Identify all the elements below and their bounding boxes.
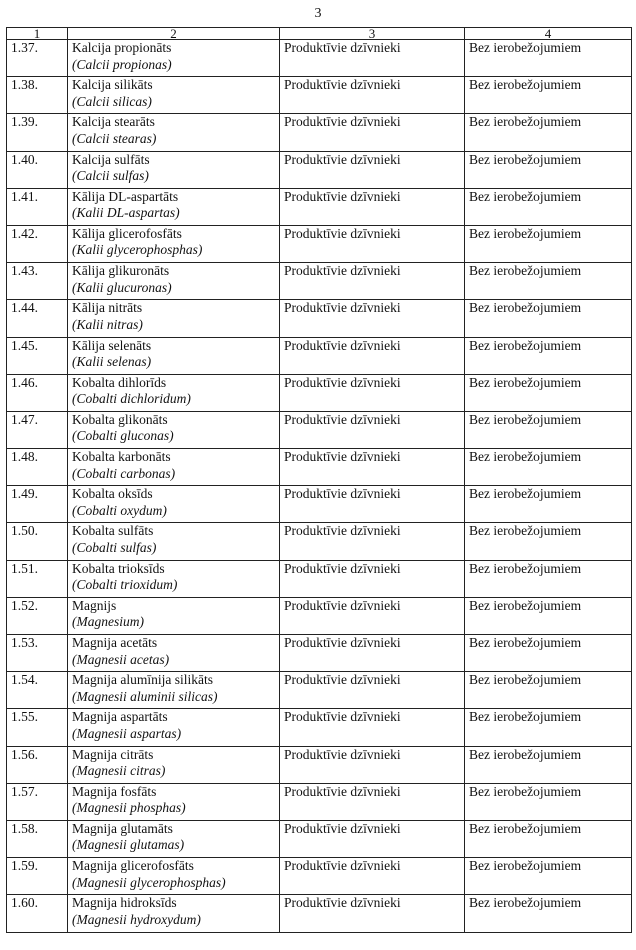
table-row <box>7 114 632 151</box>
substance-name: Magnija glicerofosfāts <box>72 858 194 874</box>
substance-cell <box>68 225 280 262</box>
substance-name: Kālija glicerofosfāts <box>72 225 182 241</box>
substance-latin-name: (Cobalti gluconas) <box>72 428 174 444</box>
table-row <box>7 263 632 300</box>
substance-latin-name: (Magnesii hydroxydum) <box>72 911 201 927</box>
substance-latin-name: (Cobalti trioxidum) <box>72 577 178 593</box>
column-header-3: 3 <box>280 28 465 40</box>
table-body <box>7 40 632 933</box>
animal-group: Produktīvie dzīvnieki <box>280 597 465 634</box>
substance-latin-name: (Magnesium) <box>72 614 144 630</box>
restriction: Bez ierobežojumiem <box>465 486 632 523</box>
substance-cell <box>68 560 280 597</box>
row-number: 1.48. <box>7 449 68 486</box>
animal-group: Produktīvie dzīvnieki <box>280 820 465 857</box>
substance-latin-name: (Cobalti carbonas) <box>72 465 176 481</box>
page-number: 3 <box>314 6 322 21</box>
row-number: 1.51. <box>7 560 68 597</box>
animal-group: Produktīvie dzīvnieki <box>280 523 465 560</box>
row-number: 1.47. <box>7 411 68 448</box>
table-row <box>7 709 632 746</box>
restriction: Bez ierobežojumiem <box>465 597 632 634</box>
restriction: Bez ierobežojumiem <box>465 225 632 262</box>
row-number: 1.55. <box>7 709 68 746</box>
substance-latin-name: (Calcii stearas) <box>72 130 157 146</box>
row-number: 1.50. <box>7 523 68 560</box>
animal-group: Produktīvie dzīvnieki <box>280 188 465 225</box>
substance-name: Kalcija sulfāts <box>72 151 150 167</box>
substance-cell <box>68 188 280 225</box>
substance-latin-name: (Kalii DL-aspartas) <box>72 205 180 221</box>
header-row <box>7 28 632 40</box>
substance-name: Kālija DL-aspartāts <box>72 188 179 204</box>
substance-name: Kalcija stearāts <box>72 114 155 130</box>
table-row <box>7 895 632 932</box>
substance-name: Magnija glutamāts <box>72 820 173 836</box>
restriction: Bez ierobežojumiem <box>465 820 632 857</box>
substance-name: Kalcija silikāts <box>72 77 153 93</box>
substance-latin-name: (Kalii glycerophosphas) <box>72 242 203 258</box>
restriction: Bez ierobežojumiem <box>465 783 632 820</box>
substance-cell <box>68 672 280 709</box>
substance-latin-name: (Calcii sulfas) <box>72 168 149 184</box>
restriction: Bez ierobežojumiem <box>465 374 632 411</box>
substance-cell <box>68 597 280 634</box>
substance-name: Kālija nitrāts <box>72 300 143 316</box>
substance-latin-name: (Cobalti dichloridum) <box>72 391 191 407</box>
substance-cell <box>68 486 280 523</box>
animal-group: Produktīvie dzīvnieki <box>280 225 465 262</box>
row-number: 1.49. <box>7 486 68 523</box>
row-number: 1.44. <box>7 300 68 337</box>
animal-group: Produktīvie dzīvnieki <box>280 635 465 672</box>
substances-table <box>6 27 632 933</box>
substance-name: Magnija citrāts <box>72 746 154 762</box>
table-row <box>7 300 632 337</box>
table-row <box>7 449 632 486</box>
substance-name: Magnija hidroksīds <box>72 895 177 911</box>
table-header <box>7 28 632 40</box>
column-header-4: 4 <box>465 28 632 40</box>
substance-name: Kobalta karbonāts <box>72 449 171 465</box>
restriction: Bez ierobežojumiem <box>465 858 632 895</box>
substance-latin-name: (Calcii silicas) <box>72 93 152 109</box>
row-number: 1.38. <box>7 77 68 114</box>
substance-cell <box>68 820 280 857</box>
table-row <box>7 337 632 374</box>
row-number: 1.40. <box>7 151 68 188</box>
row-number: 1.46. <box>7 374 68 411</box>
table-row <box>7 560 632 597</box>
restriction: Bez ierobežojumiem <box>465 114 632 151</box>
substance-cell <box>68 374 280 411</box>
substance-cell <box>68 300 280 337</box>
table-row <box>7 858 632 895</box>
substance-name: Kobalta trioksīds <box>72 560 165 576</box>
substance-cell <box>68 746 280 783</box>
substance-latin-name: (Kalii glucuronas) <box>72 279 172 295</box>
table-row <box>7 820 632 857</box>
restriction: Bez ierobežojumiem <box>465 411 632 448</box>
animal-group: Produktīvie dzīvnieki <box>280 709 465 746</box>
table-row <box>7 746 632 783</box>
substance-latin-name: (Calcii propionas) <box>72 56 172 72</box>
table-row <box>7 151 632 188</box>
substance-name: Magnija alumīnija silikāts <box>72 672 213 688</box>
substance-cell <box>68 263 280 300</box>
row-number: 1.37. <box>7 40 68 77</box>
animal-group: Produktīvie dzīvnieki <box>280 895 465 932</box>
table-row <box>7 635 632 672</box>
table-row <box>7 672 632 709</box>
substance-cell <box>68 337 280 374</box>
animal-group: Produktīvie dzīvnieki <box>280 746 465 783</box>
substance-name: Magnija aspartāts <box>72 709 168 725</box>
substance-name: Kobalta dihlorīds <box>72 374 167 390</box>
animal-group: Produktīvie dzīvnieki <box>280 374 465 411</box>
row-number: 1.41. <box>7 188 68 225</box>
substance-cell <box>68 895 280 932</box>
restriction: Bez ierobežojumiem <box>465 560 632 597</box>
row-number: 1.43. <box>7 263 68 300</box>
restriction: Bez ierobežojumiem <box>465 151 632 188</box>
substance-latin-name: (Magnesii aspartas) <box>72 725 182 741</box>
substance-latin-name: (Magnesii citras) <box>72 763 166 779</box>
restriction: Bez ierobežojumiem <box>465 40 632 77</box>
substance-name: Kobalta oksīds <box>72 486 153 502</box>
restriction: Bez ierobežojumiem <box>465 188 632 225</box>
substance-cell <box>68 77 280 114</box>
animal-group: Produktīvie dzīvnieki <box>280 263 465 300</box>
substance-latin-name: (Magnesii aluminii silicas) <box>72 688 218 704</box>
animal-group: Produktīvie dzīvnieki <box>280 300 465 337</box>
table-row <box>7 77 632 114</box>
animal-group: Produktīvie dzīvnieki <box>280 411 465 448</box>
row-number: 1.60. <box>7 895 68 932</box>
row-number: 1.42. <box>7 225 68 262</box>
substance-cell <box>68 449 280 486</box>
substance-latin-name: (Kalii nitras) <box>72 316 143 332</box>
row-number: 1.39. <box>7 114 68 151</box>
animal-group: Produktīvie dzīvnieki <box>280 560 465 597</box>
restriction: Bez ierobežojumiem <box>465 300 632 337</box>
substance-cell <box>68 635 280 672</box>
table-row <box>7 783 632 820</box>
substance-name: Kalcija propionāts <box>72 40 172 55</box>
substance-cell <box>68 40 280 77</box>
substance-latin-name: (Cobalti oxydum) <box>72 502 167 518</box>
substance-cell <box>68 151 280 188</box>
substance-name: Magnijs <box>72 597 117 613</box>
substance-latin-name: (Magnesii glutamas) <box>72 837 185 853</box>
row-number: 1.58. <box>7 820 68 857</box>
animal-group: Produktīvie dzīvnieki <box>280 114 465 151</box>
animal-group: Produktīvie dzīvnieki <box>280 858 465 895</box>
substance-latin-name: (Kalii selenas) <box>72 354 152 369</box>
substance-name: Kobalta sulfāts <box>72 523 154 539</box>
table-row <box>7 411 632 448</box>
restriction: Bez ierobežojumiem <box>465 263 632 300</box>
substance-cell <box>68 858 280 895</box>
animal-group: Produktīvie dzīvnieki <box>280 40 465 77</box>
row-number: 1.57. <box>7 783 68 820</box>
row-number: 1.56. <box>7 746 68 783</box>
substance-latin-name: (Magnesii acetas) <box>72 651 170 667</box>
column-header-1: 1 <box>7 28 68 40</box>
row-number: 1.54. <box>7 672 68 709</box>
restriction: Bez ierobežojumiem <box>465 523 632 560</box>
restriction: Bez ierobežojumiem <box>465 635 632 672</box>
substance-name: Kobalta glikonāts <box>72 411 168 427</box>
substance-cell <box>68 114 280 151</box>
substance-latin-name: (Cobalti sulfas) <box>72 539 157 555</box>
substance-cell <box>68 783 280 820</box>
row-number: 1.59. <box>7 858 68 895</box>
restriction: Bez ierobežojumiem <box>465 672 632 709</box>
table-row <box>7 486 632 523</box>
animal-group: Produktīvie dzīvnieki <box>280 151 465 188</box>
animal-group: Produktīvie dzīvnieki <box>280 337 465 374</box>
animal-group: Produktīvie dzīvnieki <box>280 783 465 820</box>
restriction: Bez ierobežojumiem <box>465 449 632 486</box>
restriction: Bez ierobežojumiem <box>465 337 632 374</box>
substance-cell <box>68 523 280 560</box>
animal-group: Produktīvie dzīvnieki <box>280 77 465 114</box>
restriction: Bez ierobežojumiem <box>465 77 632 114</box>
restriction: Bez ierobežojumiem <box>465 895 632 932</box>
substance-cell <box>68 411 280 448</box>
substance-latin-name: (Magnesii phosphas) <box>72 800 186 816</box>
row-number: 1.53. <box>7 635 68 672</box>
table-row <box>7 188 632 225</box>
substance-name: Magnija fosfāts <box>72 783 157 799</box>
column-header-2: 2 <box>68 28 280 40</box>
animal-group: Produktīvie dzīvnieki <box>280 672 465 709</box>
row-number: 1.52. <box>7 597 68 634</box>
substance-name: Magnija acetāts <box>72 635 158 650</box>
table-row <box>7 374 632 411</box>
table-row <box>7 40 632 77</box>
table-row <box>7 225 632 262</box>
restriction: Bez ierobežojumiem <box>465 746 632 783</box>
substance-cell <box>68 709 280 746</box>
animal-group: Produktīvie dzīvnieki <box>280 486 465 523</box>
animal-group: Produktīvie dzīvnieki <box>280 449 465 486</box>
substance-latin-name: (Magnesii glycerophosphas) <box>72 874 226 890</box>
substance-name: Kālija selenāts <box>72 337 152 353</box>
table-row <box>7 523 632 560</box>
substance-name: Kālija glikuronāts <box>72 263 170 279</box>
restriction: Bez ierobežojumiem <box>465 709 632 746</box>
table-row <box>7 597 632 634</box>
row-number: 1.45. <box>7 337 68 374</box>
